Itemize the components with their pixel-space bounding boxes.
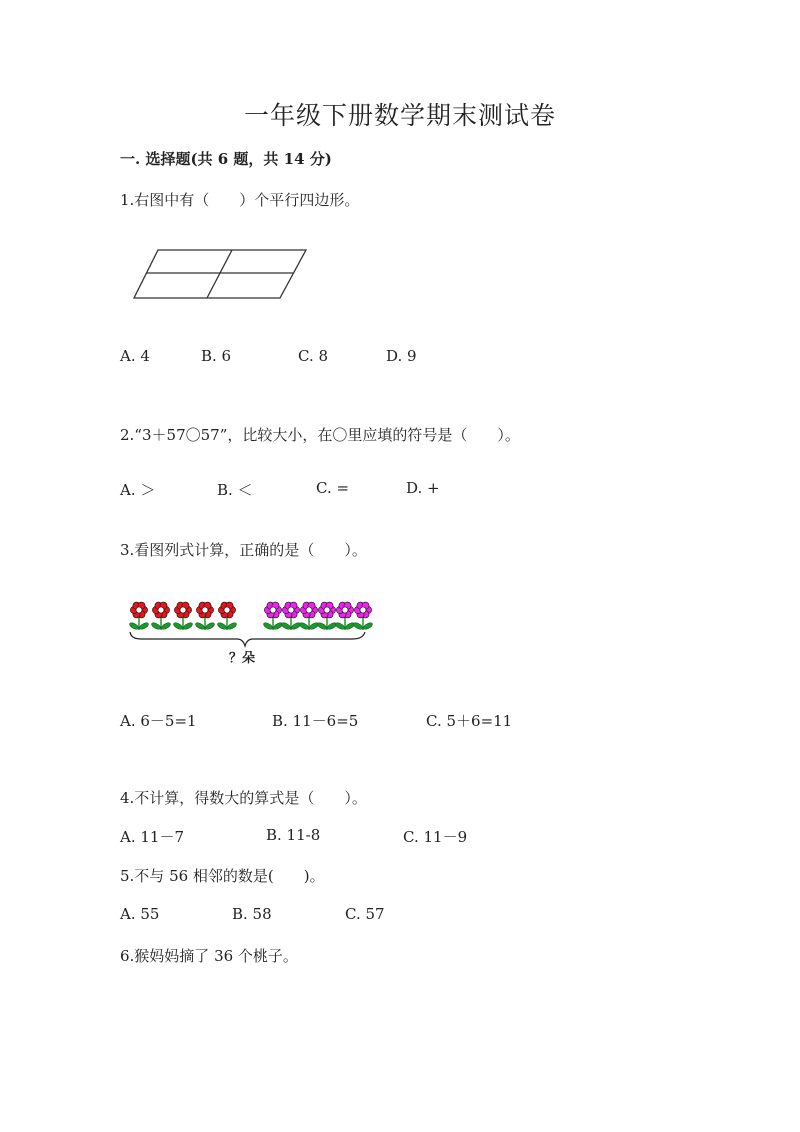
option-a[interactable]: A. 4 [120,347,150,365]
option-a[interactable]: A. 11－7 [120,828,184,846]
option-b[interactable]: B. 11－6=5 [272,712,359,730]
option-a[interactable]: A. 6－5=1 [120,712,197,730]
red-flower [216,602,237,631]
option-c[interactable]: C. = [316,479,350,497]
question-1: 1.右图中有（ ）个平行四边形。 [120,191,360,209]
question-2: 2.“3＋57〇57”，比较大小，在〇里应填的符号是（ ）。 [120,426,520,444]
section-title: 一. 选择题(共 6 题，共 14 分) [120,150,332,168]
flowers-figure [125,596,375,668]
parallelogram-figure [130,244,310,302]
red-flower [128,602,149,631]
purple-flower [352,602,373,631]
option-a[interactable]: A. ＞ [120,481,156,499]
question-1-options [120,347,680,367]
parallelogram-slanted-divider [207,250,232,298]
option-c[interactable]: C. 11－9 [403,828,468,846]
option-d[interactable]: D. + [406,479,440,497]
question-2-options [120,479,680,499]
option-b[interactable]: B. 58 [232,905,272,923]
purple-flower [262,602,283,631]
option-c[interactable]: C. 57 [345,905,385,923]
purple-flower [298,602,319,631]
question-3-options [120,710,680,730]
option-b[interactable]: B. 6 [201,347,232,365]
question-4: 4.不计算，得数大的算式是（ ）。 [120,789,367,807]
red-flower [172,602,193,631]
option-c[interactable]: C. 8 [298,347,329,365]
question-4-options [120,826,680,846]
question-6: 6.猴妈妈摘了 36 个桃子。 [120,947,298,965]
brace [130,632,365,646]
question-3: 3.看图列式计算，正确的是（ ）。 [120,541,367,559]
purple-flower-group [262,602,373,631]
red-flower [194,602,215,631]
brace-label: ？朵 [229,651,256,666]
question-5: 5.不与 56 相邻的数是( )。 [120,867,325,885]
question-5-options [120,905,680,925]
option-c[interactable]: C. 5＋6=11 [426,712,513,730]
option-b[interactable]: B. 11-8 [266,826,321,844]
purple-flower [316,602,337,631]
option-d[interactable]: D. 9 [386,347,417,365]
red-flower [150,602,171,631]
option-a[interactable]: A. 55 [120,905,160,923]
purple-flower [280,602,301,631]
option-b[interactable]: B. ＜ [217,481,253,499]
red-flower-group [128,602,237,631]
page-title: 一年级下册数学期末测试卷 [243,101,556,130]
purple-flower [334,602,355,631]
